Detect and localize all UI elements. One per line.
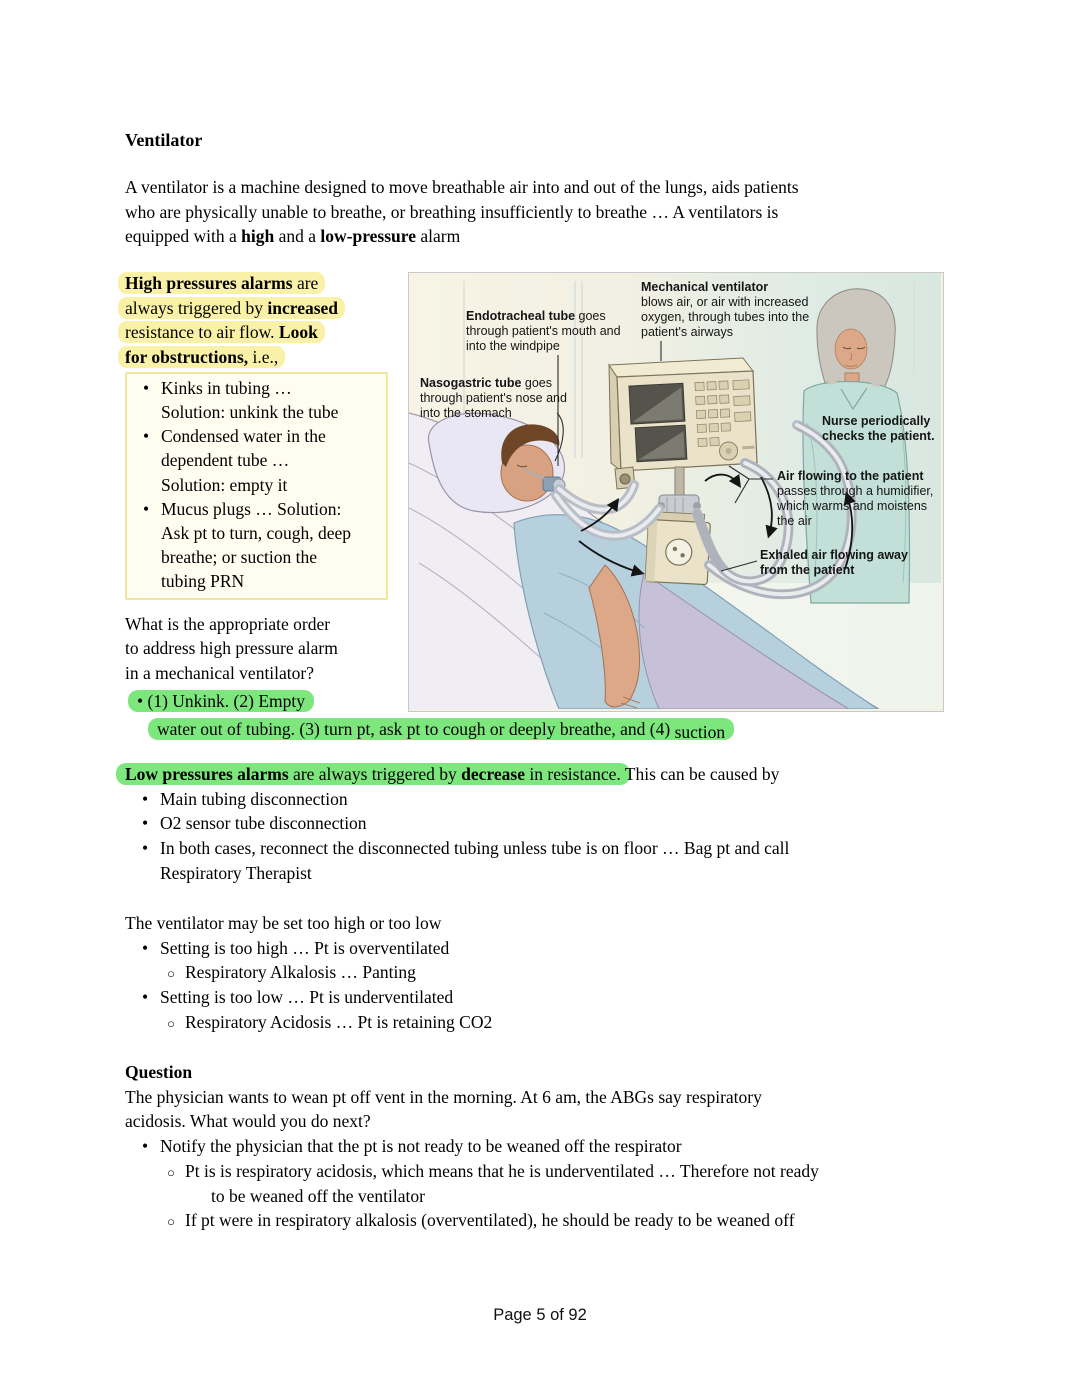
question-heading: Question (125, 1062, 193, 1082)
intro-line: equipped with a high and a low-pressure alarm (125, 226, 461, 247)
list-item: • In both cases, reconnect the disconnected tubing unless tube is on floor … Bag pt and call (125, 836, 965, 861)
intro-paragraph (125, 175, 965, 249)
question-section: Question The physician wants to wean pt off vent in the morning. At 6 am, the ABGs say respiratory acidosis. What would you do next? • Notify the physician that the pt is not ready to be weaned off the respirator ○ Pt is is respiratory acidosis, which means that he is underventilated … Therefore not ready to be weaned off the ventilator ○ If pt were in respiratory alkalosis (overventilated), he should be ready to be weaned off (125, 1060, 975, 1233)
left-column (125, 271, 397, 713)
obstruction-item-cont: Solution: unkink the tube (161, 402, 339, 423)
figure-label-nasogastric-tube: Nasogastric tube goes through patient's nose and into the stomach (420, 376, 567, 420)
sub-list-item: ○ Respiratory Alkalosis … Panting (125, 960, 965, 985)
obstruction-box (125, 372, 388, 600)
humidifier-gauge (665, 538, 692, 565)
list-item: • Main tubing disconnection (125, 787, 965, 812)
order-answer-highlight-line2: water out of tubing. (3) turn pt, ask pt to cough or deeply breathe, and (4) suction (157, 717, 725, 742)
page-footer: Page 5 of 92 (493, 1306, 587, 1324)
sub-list-item-cont: to be weaned off the ventilator (211, 1185, 425, 1206)
obstruction-item-cont: Solution: empty it (161, 474, 288, 495)
figure-label-nurse: Nurse periodically checks the patient. (822, 414, 935, 443)
list-item: • Notify the physician that the pt is not ready to be weaned off the respirator (125, 1134, 975, 1159)
vent-setting-section: The ventilator may be set too high or too low • Setting is too high … Pt is overventilated ○ Respiratory Alkalosis … Panting • Setting is too low … Pt is underventilated ○ Respiratory Acidosis … Pt is retaining CO2 (125, 911, 965, 1035)
obstruction-item-cont: breathe; or suction the (161, 547, 317, 568)
sub-list-item: ○ Respiratory Acidosis … Pt is retaining CO2 (125, 1010, 965, 1035)
intro-line: who are physically unable to breathe, or breathing insufficiently to breathe … A ventilators is (125, 201, 779, 222)
figure-label-air-flowing: Air flowing to the patient passes through a humidifier, which warms and moistens the air (777, 469, 934, 528)
low-alarm-section (125, 762, 965, 886)
list-item: • O2 sensor tube disconnection (125, 811, 965, 836)
obstruction-item: • Mucus plugs … Solution: (135, 497, 380, 521)
obstruction-item-cont: dependent tube … (161, 450, 290, 471)
order-question: What is the appropriate order to address high pressure alarm in a mechanical ventilator? (125, 613, 338, 684)
list-item: • Setting is too low … Pt is underventilated (125, 985, 965, 1010)
sub-list-item: ○ Pt is is respiratory acidosis, which means that he is underventilated … Therefore not ready (125, 1159, 975, 1184)
ventilator-figure (408, 272, 944, 712)
intro-line: A ventilator is a machine designed to move breathable air into and out of the lungs, aids patients (125, 177, 799, 197)
high-alarm-note: High pressures alarms are always triggered by increased resistance to air flow. Look for obstructions, i.e., (125, 271, 397, 370)
ventilator-stand (675, 467, 684, 497)
low-alarm-note: Low pressures alarms are always triggered by decrease in resistance. This can be caused by (125, 762, 965, 787)
obstruction-item-cont: Ask pt to turn, cough, deep (161, 523, 352, 544)
list-item: • Setting is too high … Pt is overventilated (125, 936, 965, 961)
figure-label-mechanical-ventilator: Mechanical ventilator blows air, or air with increased oxygen, through tubes into the patient's airways (641, 280, 810, 339)
obstruction-item: • Kinks in tubing … (135, 376, 380, 400)
document-title: Ventilator (125, 130, 203, 150)
obstruction-item: • Condensed water in the (135, 424, 380, 448)
order-answer-highlight: • (1) Unkink. (2) Empty (137, 689, 397, 714)
sub-list-item: ○ If pt were in respiratory alkalosis (overventilated), he should be ready to be weaned off (125, 1208, 975, 1233)
figure-label-endotracheal-tube: Endotracheal tube goes through patient's mouth and into the windpipe (466, 309, 621, 353)
obstruction-item-cont: tubing PRN (161, 571, 245, 592)
list-item-cont: Respiratory Therapist (160, 862, 312, 883)
figure-label-exhaled-air: Exhaled air flowing away from the patient (760, 548, 908, 577)
